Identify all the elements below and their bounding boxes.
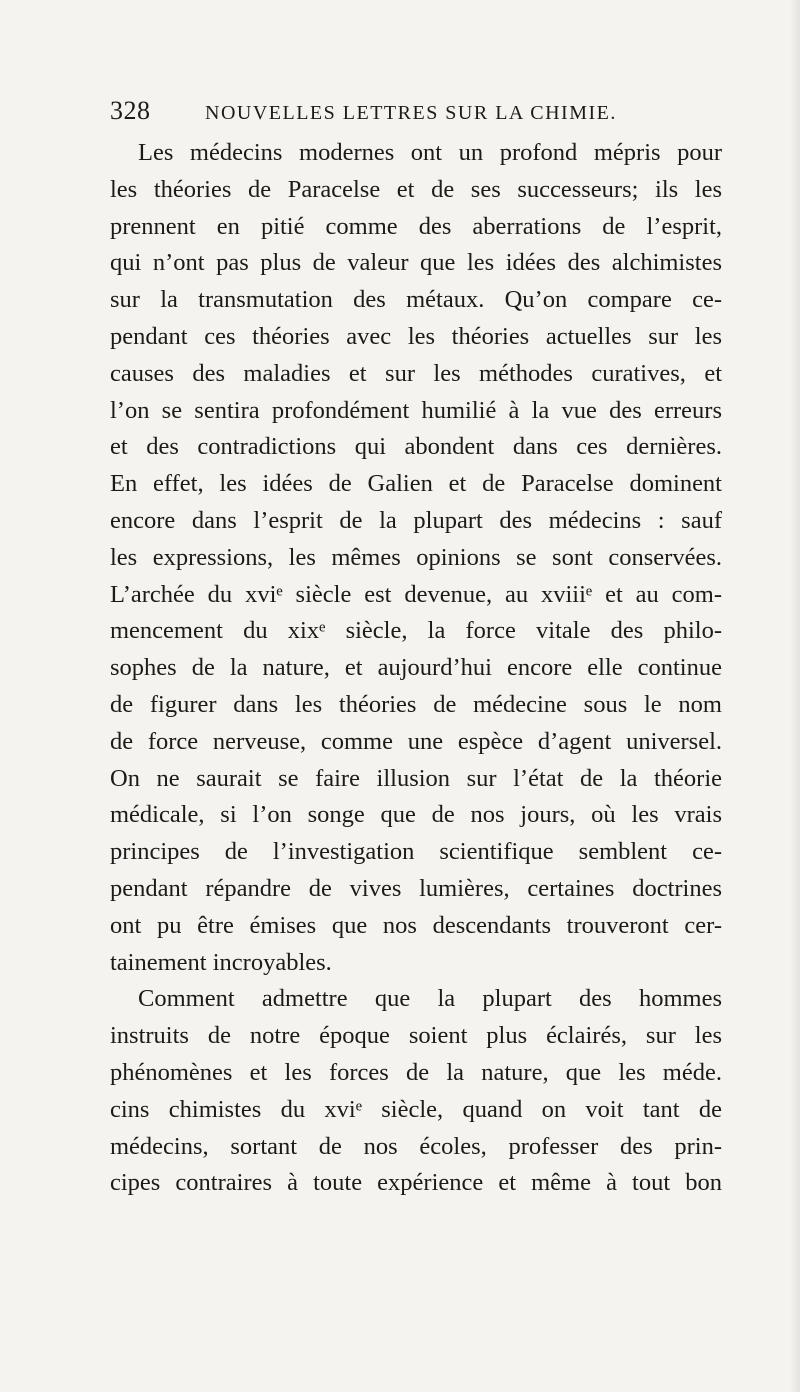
text-line: mencement du xixᵉ siècle, la force vitale des philo-: [110, 617, 722, 645]
text-line: ont pu être émises que nos descendants trouveront cer-: [110, 911, 722, 939]
text-line: les théories de Paracelse et de ses successeurs; ils les: [110, 175, 722, 203]
page-number: 328: [110, 96, 151, 125]
text-line: causes des maladies et sur les méthodes curatives, et: [110, 359, 722, 387]
text-line: de force nerveuse, comme une espèce d’agent universel.: [110, 727, 722, 755]
body-text: [110, 135, 722, 1202]
text-line: de figurer dans les théories de médecine sous le nom: [110, 690, 722, 718]
text-line: pendant répandre de vives lumières, certaines doctrines: [110, 874, 722, 902]
text-line: les expressions, les mêmes opinions se sont conservées.: [110, 543, 722, 571]
page-edge-shadow: [790, 0, 800, 1392]
text-line: instruits de notre époque soient plus éclairés, sur les: [110, 1022, 722, 1050]
page-header: [110, 96, 730, 136]
text-line: sur la transmutation des métaux. Qu’on compare ce-: [110, 286, 722, 314]
text-line: qui n’ont pas plus de valeur que les idées des alchimistes: [110, 249, 722, 277]
text-line: médecins, sortant de nos écoles, professer des prin-: [110, 1132, 722, 1160]
text-line: tainement incroyables.: [110, 948, 332, 976]
text-line: et des contradictions qui abondent dans ces dernières.: [110, 433, 722, 461]
text-line: l’on se sentira profondément humilié à la vue des erreurs: [110, 396, 722, 424]
running-title: NOUVELLES LETTRES SUR LA CHIMIE.: [205, 102, 617, 124]
text-line: En effet, les idées de Galien et de Paracelse dominent: [110, 470, 722, 498]
text-line: médicale, si l’on songe que de nos jours, où les vrais: [110, 801, 722, 829]
text-line: phénomènes et les forces de la nature, que les méde.: [110, 1058, 722, 1086]
text-line: L’archée du xviᵉ siècle est devenue, au xviiiᵉ et au com-: [110, 580, 722, 608]
text-line: principes de l’investigation scientifique semblent ce-: [110, 838, 722, 866]
text-line: prennent en pitié comme des aberrations de l’esprit,: [110, 212, 722, 240]
text-line: pendant ces théories avec les théories actuelles sur les: [110, 322, 722, 350]
text-line: sophes de la nature, et aujourd’hui encore elle continue: [110, 654, 722, 682]
text-line: encore dans l’esprit de la plupart des médecins : sauf: [110, 506, 722, 534]
text-line: Les médecins modernes ont un profond mépris pour: [138, 139, 722, 166]
text-line: Comment admettre que la plupart des hommes: [138, 985, 722, 1013]
text-line: cins chimistes du xviᵉ siècle, quand on voit tant de: [110, 1095, 722, 1123]
text-line: cipes contraires à toute expérience et même à tout bon: [110, 1169, 722, 1197]
text-line: On ne saurait se faire illusion sur l’état de la théorie: [110, 764, 722, 792]
